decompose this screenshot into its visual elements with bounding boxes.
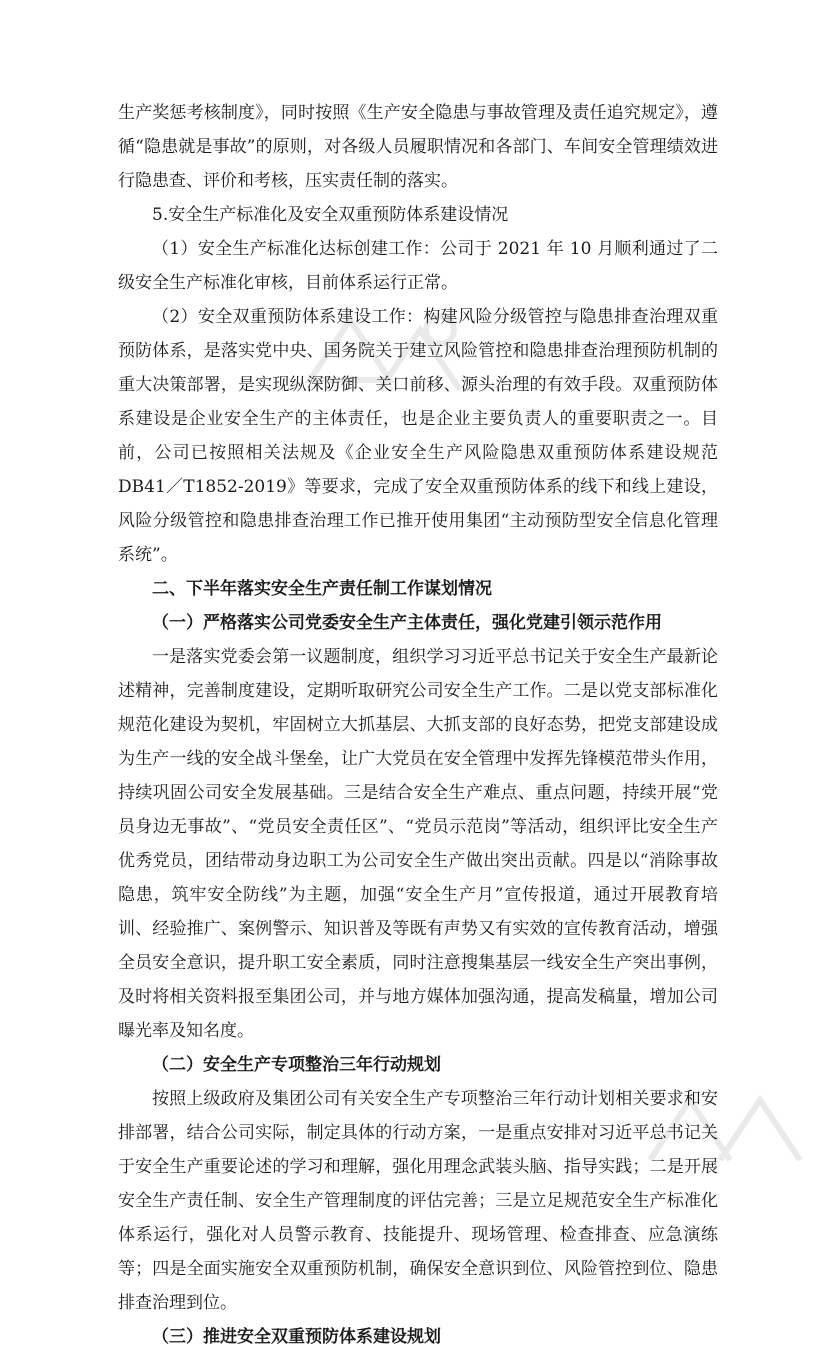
section-item-5: 5.安全生产标准化及安全双重预防体系建设情况 <box>152 205 509 225</box>
document-body <box>118 96 718 1354</box>
subheading-2: （二）安全生产专项整治三年行动规划 <box>152 1055 441 1075</box>
paragraph-continued: 生产奖惩考核制度》，同时按照《生产安全隐患与事故管理及责任追究规定》，遵循“隐患就是事故”的原则，对各级人员履职情况和各部门、车间安全管理绩效进行隐患查、评价和考核，压实责任制的落实。 <box>118 103 718 191</box>
paragraph-standardization: （1）安全生产标准化达标创建工作：公司于 2021 年 10 月顺利通过了二级安全生产标准化审核，目前体系运行正常。 <box>118 239 718 293</box>
paragraph-party-committee: 一是落实党委会第一议题制度，组织学习习近平总书记关于安全生产最新论述精神，完善制度建设，定期听取研究公司安全生产工作。二是以党支部标准化规范化建设为契机，牢固树立大抓基层、大抓支部的良好态势，把党支部建设成为生产一线的安全战斗堡垒，让广大党员在安全管理中发挥先锋模范带头作用，持续巩固公司安全发展基础。三是结合安全生产难点、重点问题，持续开展“党员身边无事故”、“党员安全责任区”、“党员示范岗”等活动，组织评比安全生产优秀党员，团结带动身边职工为公司安全生产做出突出贡献。四是以“消除事故隐患，筑牢安全防线”为主题，加强“安全生产月”宣传报道，通过开展教育培训、经验推广、案例警示、知识普及等既有声势又有实效的宣传教育活动，增强全员安全意识，提升职工安全素质，同时注意搜集基层一线安全生产突出事例，及时将相关资料报至集团公司，并与地方媒体加强沟通，提高发稿量，增加公司曝光率及知名度。 <box>118 647 718 1041</box>
subheading-1: （一）严格落实公司党委安全生产主体责任，强化党建引领示范作用 <box>152 613 662 633</box>
section-heading-2: 二、下半年落实安全生产责任制工作谋划情况 <box>152 579 492 599</box>
paragraph-three-year-plan: 按照上级政府及集团公司有关安全生产专项整治三年行动计划相关要求和安排部署，结合公司实际，制定具体的行动方案，一是重点安排对习近平总书记关于安全生产重要论述的学习和理解，强化用理念武装头脑、指导实践；二是开展安全生产责任制、安全生产管理制度的评估完善；三是立足规范安全生产标准化体系运行，强化对人员警示教育、技能提升、现场管理、检查排查、应急演练等；四是全面实施安全双重预防机制，确保安全意识到位、风险管控到位、隐患排查治理到位。 <box>118 1089 718 1313</box>
subheading-3: （三）推进安全双重预防体系建设规划 <box>152 1327 441 1347</box>
paragraph-dual-prevention: （2）安全双重预防体系建设工作：构建风险分级管控与隐患排查治理双重预防体系，是落实党中央、国务院关于建立风险管控和隐患排查治理预防机制的重大决策部署，是实现纵深防御、关口前移、源头治理的有效手段。双重预防体系建设是企业安全生产的主体责任，也是企业主要负责人的重要职责之一。目前，公司已按照相关法规及《企业安全生产风险隐患双重预防体系建设规范 DB41／T1852-2019》等要求，完成了安全双重预防体系的线下和线上建设，风险分级管控和隐患排查治理工作已推开使用集团“主动预防型安全信息化管理系统”。 <box>118 307 718 565</box>
